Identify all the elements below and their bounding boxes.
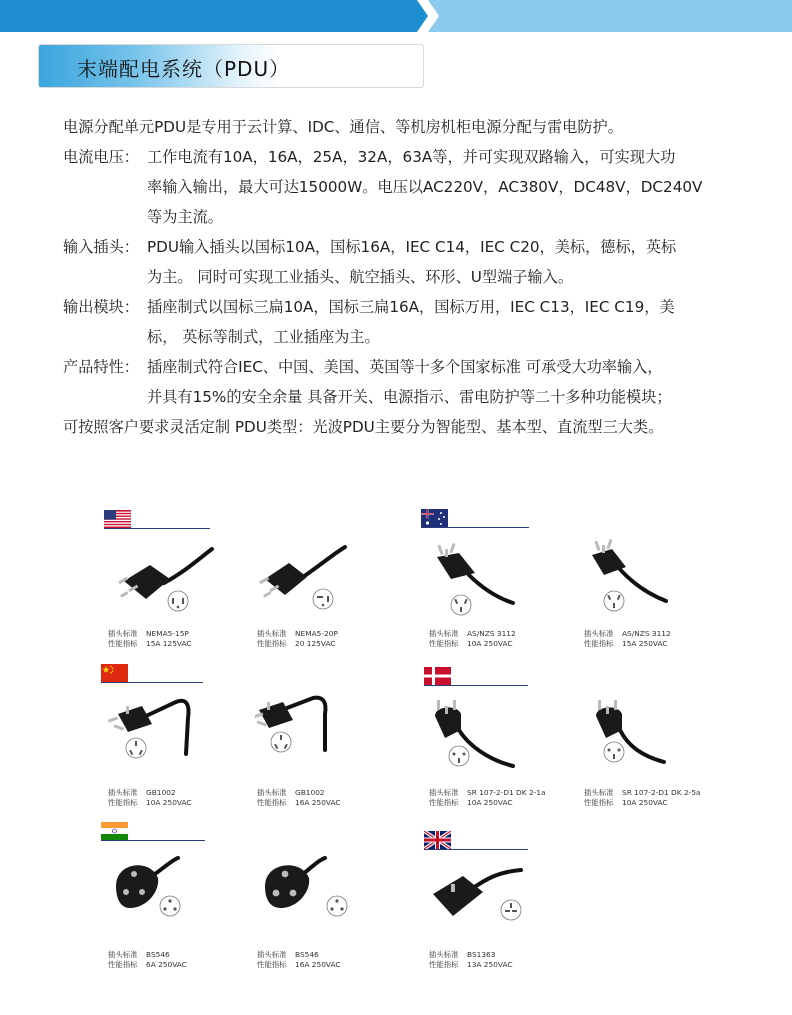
- plug-standard: GB1002: [295, 788, 325, 797]
- spec-label-standard: 插头标准: [108, 629, 138, 638]
- section-line: 插座制式以国标三扁10A，国标三扁16A，国标万用，IEC C13，IEC C19，美: [147, 298, 675, 316]
- plug-standard: AS/NZS 3112: [622, 629, 671, 638]
- plug-rating: 20 125VAC: [295, 639, 336, 648]
- spec-label-rating: 性能指标: [429, 798, 459, 807]
- plug-rating: 16A 250VAC: [295, 798, 341, 807]
- spec-label-standard: 插头标准: [108, 788, 138, 797]
- section-label: 输入插头：: [63, 238, 139, 256]
- cn-plug-icon: [255, 694, 405, 789]
- plug-rating: 10A 250VAC: [146, 798, 192, 807]
- plug-standard: BS1363: [467, 950, 496, 959]
- section-line: 率输入输出，最大可达15000W。电压以AC220V，AC380V，DC48V，DC240V: [147, 178, 703, 196]
- spec-label-standard: 插头标准: [429, 788, 459, 797]
- spec-label-rating: 性能指标: [108, 798, 138, 807]
- plug-standard: SR 107-2-D1 DK 2-5a: [622, 788, 701, 797]
- plug-item-dk-2-1a: [429, 694, 579, 829]
- uk-flag-icon: [424, 831, 451, 849]
- spec-label-rating: 性能指标: [429, 639, 459, 648]
- usa-flag-icon: [104, 510, 131, 528]
- dk-plug-icon: [429, 694, 579, 789]
- spec-label-standard: 插头标准: [257, 788, 287, 797]
- dk-plug-icon: [584, 694, 734, 789]
- spec-label-rating: 性能指标: [584, 798, 614, 807]
- spec-label-rating: 性能指标: [257, 639, 287, 648]
- plug-standard: GB1002: [146, 788, 176, 797]
- plug-item-nema5-15p: [106, 535, 256, 670]
- plug-rating: 10A 250VAC: [467, 639, 513, 648]
- section-line: 为主。 同时可实现工业插头、航空插头、环形、U型端子输入。: [147, 268, 574, 286]
- plug-standard: BS546: [295, 950, 319, 959]
- uk-plug-icon: [429, 856, 579, 951]
- spec-label-standard: 插头标准: [429, 950, 459, 959]
- in-plug-icon: [106, 856, 256, 951]
- us-plug-icon: [106, 535, 256, 630]
- section-line: PDU输入插头以国标10A，国标16A，IEC C14，IEC C20，美标，德标，英标: [147, 238, 677, 256]
- spec-label-standard: 插头标准: [257, 629, 287, 638]
- section-label: 电流电压：: [63, 148, 139, 166]
- section-line: 标， 英标等制式，工业插座为主。: [147, 328, 380, 346]
- section-line: 工作电流有10A，16A，25A，32A，63A等，并可实现双路输入，可实现大功: [147, 148, 676, 166]
- spec-label-standard: 插头标准: [584, 788, 614, 797]
- us-plug-icon: [255, 535, 405, 630]
- spec-label-rating: 性能指标: [429, 960, 459, 969]
- page-title: 末端配电系统（PDU）: [77, 57, 291, 81]
- plug-standard: BS546: [146, 950, 170, 959]
- section-line: 等为主流。: [147, 208, 223, 226]
- spec-label-rating: 性能指标: [257, 798, 287, 807]
- plug-item-as-nzs-3112-15a: [584, 535, 734, 670]
- plug-rating: 10A 250VAC: [467, 798, 513, 807]
- section-label: 产品特性：: [63, 358, 139, 376]
- spec-label-standard: 插头标准: [257, 950, 287, 959]
- au-plug-icon: [584, 535, 734, 630]
- in-plug-icon: [255, 856, 405, 951]
- cn-plug-icon: [106, 694, 256, 789]
- plug-item-as-nzs-3112-10a: [429, 535, 579, 670]
- plug-rating: 6A 250VAC: [146, 960, 187, 969]
- plug-rating: 13A 250VAC: [467, 960, 513, 969]
- plug-standard: SR 107-2-D1 DK 2-1a: [467, 788, 546, 797]
- spec-label-standard: 插头标准: [429, 629, 459, 638]
- plug-rating: 15A 125VAC: [146, 639, 192, 648]
- plug-item-dk-2-5a: [584, 694, 734, 829]
- plug-item-nema5-20p: [255, 535, 405, 670]
- plug-standard: NEMA5-20P: [295, 629, 338, 638]
- plug-rating: 16A 250VAC: [295, 960, 341, 969]
- plug-standard: AS/NZS 3112: [467, 629, 516, 638]
- au-plug-icon: [429, 535, 579, 630]
- intro-paragraph: 电源分配单元PDU是专用于云计算、IDC、通信、等机房机柜电源分配与雷电防护。: [63, 118, 623, 136]
- australia-flag-icon: [421, 509, 448, 527]
- plug-rating: 10A 250VAC: [622, 798, 668, 807]
- plug-item-gb1002-10a: [106, 694, 256, 829]
- spec-label-rating: 性能指标: [108, 960, 138, 969]
- spec-label-rating: 性能指标: [108, 639, 138, 648]
- section-label: 输出模块：: [63, 298, 139, 316]
- plug-standard: NEMA5-15P: [146, 629, 189, 638]
- plug-item-bs546-16a: [255, 856, 405, 991]
- spec-label-standard: 插头标准: [108, 950, 138, 959]
- plug-item-bs546-6a: [106, 856, 256, 991]
- spec-label-standard: 插头标准: [584, 629, 614, 638]
- section-line: 插座制式符合IEC、中国、美国、英国等十多个国家标准 可承受大功率输入，: [147, 358, 663, 376]
- spec-label-rating: 性能指标: [257, 960, 287, 969]
- spec-label-rating: 性能指标: [584, 639, 614, 648]
- section-line: 并具有15%的安全余量 具备开关、电源指示、雷电防护等二十多种功能模块；: [147, 388, 672, 406]
- closing-paragraph: 可按照客户要求灵活定制 PDU类型：光波PDU主要分为智能型、基本型、直流型三大类。: [63, 418, 664, 436]
- plug-rating: 15A 250VAC: [622, 639, 668, 648]
- plug-item-bs1363: [429, 856, 579, 991]
- plug-item-gb1002-16a: [255, 694, 405, 829]
